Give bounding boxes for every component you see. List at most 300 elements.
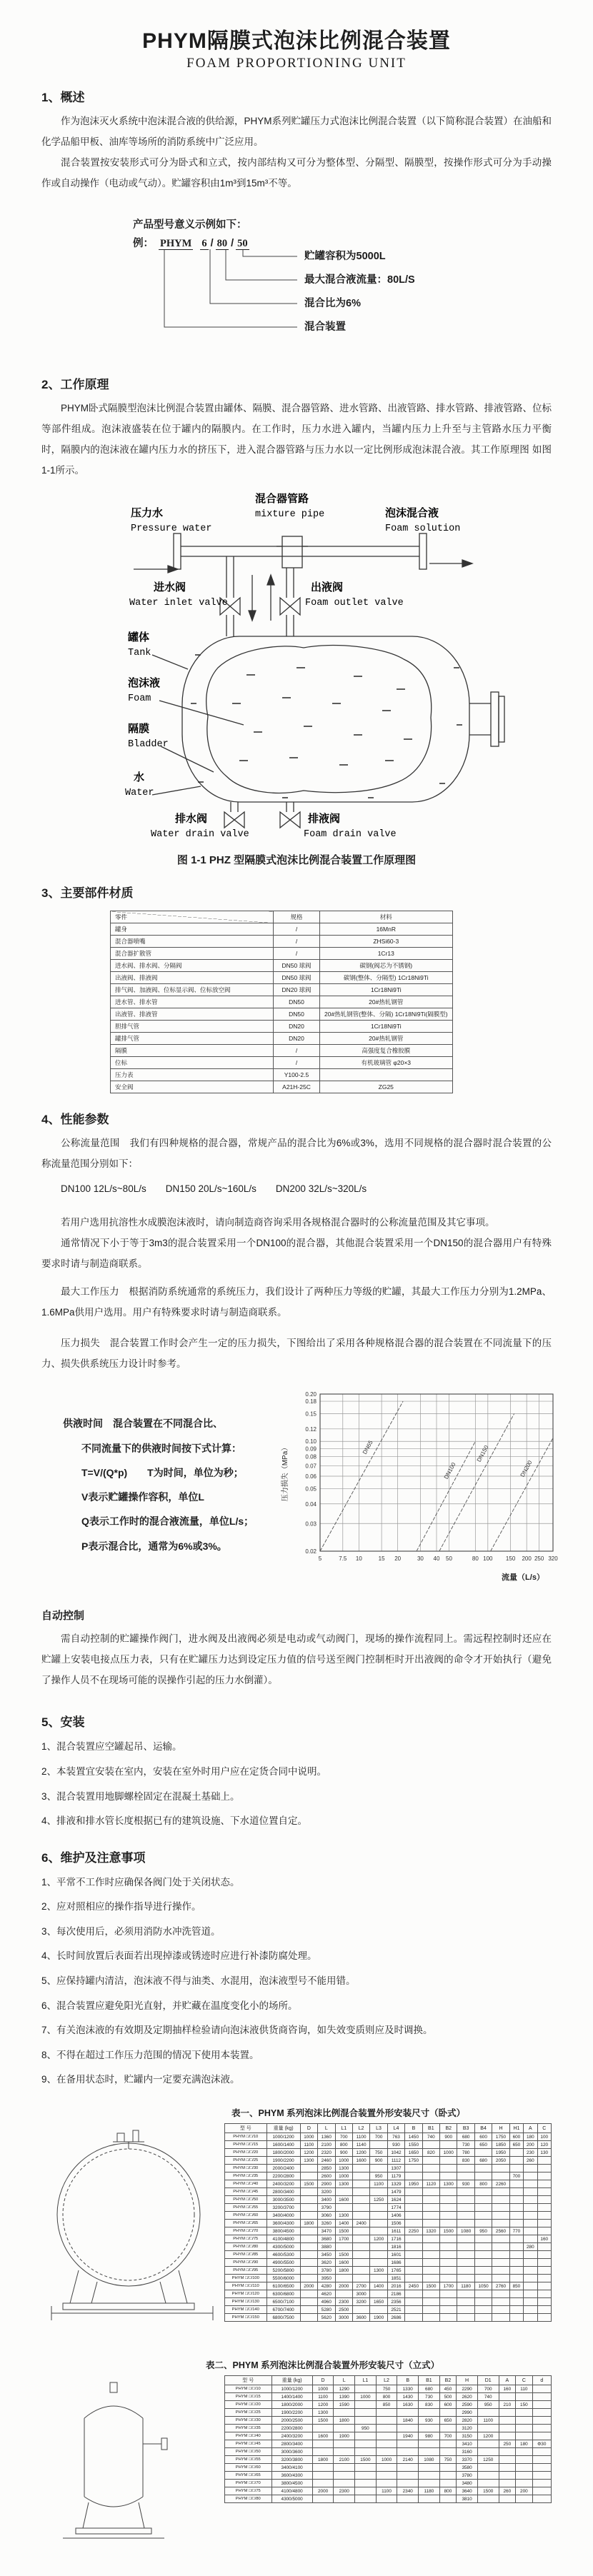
table-row — [225, 2409, 552, 2417]
maintenance-item: 1、平常不工作时应确保各阀门处于关闭状态。 — [41, 1876, 240, 1888]
table-cell: 1840 — [397, 2417, 419, 2425]
table-cell — [422, 2157, 439, 2165]
table-cell — [405, 2235, 422, 2243]
table-cell: 3260 — [318, 2220, 335, 2227]
table-cell: 4100/4800 — [271, 2487, 312, 2495]
table-cell — [352, 2275, 369, 2282]
svg-text:200: 200 — [522, 1555, 532, 1563]
table-cell — [532, 2385, 551, 2393]
table-cell — [457, 2196, 474, 2204]
model-example-intro: 产品型号意义示例如下： — [133, 219, 247, 231]
dim-table1-header: L — [318, 2124, 335, 2133]
table-cell — [440, 2235, 457, 2243]
table-cell — [474, 2267, 492, 2275]
table-cell: 130 — [537, 2149, 552, 2157]
table-cell — [499, 2456, 516, 2464]
table-cell — [524, 2275, 537, 2282]
table-cell: DN50 球阀 — [274, 960, 320, 972]
table-cell: 1000 — [300, 2133, 317, 2141]
table-cell — [474, 2204, 492, 2212]
table-cell: 2200/2800 — [266, 2172, 300, 2180]
table-cell — [352, 2165, 369, 2172]
table-cell — [532, 2495, 551, 2503]
table-row — [225, 2456, 552, 2464]
table-cell: 680 — [457, 2133, 474, 2141]
table-row — [225, 2275, 552, 2282]
table-cell: 700 — [439, 2432, 457, 2440]
svg-text:20: 20 — [394, 1555, 402, 1563]
table-cell: 930 — [419, 2417, 440, 2425]
table-cell — [477, 2480, 499, 2487]
table-row — [111, 996, 453, 1008]
table-cell — [474, 2298, 492, 2306]
table-cell: 3000 — [352, 2290, 369, 2298]
table-cell — [492, 2235, 509, 2243]
table-cell: 1100 — [352, 2133, 369, 2141]
table-cell: 3060 — [318, 2212, 335, 2220]
table-cell: 3400/4000 — [266, 2212, 300, 2220]
table-cell: 770 — [509, 2227, 523, 2235]
table-cell: 1851 — [387, 2275, 404, 2282]
table-cell: 600 — [474, 2133, 492, 2141]
table-row — [111, 972, 453, 984]
table-cell — [524, 2212, 537, 2220]
table-cell: / — [274, 923, 320, 936]
table-cell: 650 — [439, 2417, 457, 2425]
table-cell — [355, 2440, 377, 2448]
table-cell — [312, 2440, 334, 2448]
pressure-loss-chart-svg — [277, 1385, 563, 1600]
table-cell — [376, 2432, 397, 2440]
table-cell: 1179 — [387, 2172, 404, 2180]
table-cell: 1140 — [352, 2141, 369, 2149]
table-cell — [355, 2385, 377, 2393]
table-cell — [474, 2212, 492, 2220]
table-cell — [355, 2464, 377, 2472]
svg-text:40: 40 — [433, 1555, 440, 1563]
table-cell — [457, 2275, 474, 2282]
table-cell: 1650 — [370, 2298, 387, 2306]
table-row — [225, 2157, 552, 2165]
table-cell — [537, 2165, 552, 2172]
table-cell — [457, 2314, 474, 2322]
model-number-example — [41, 212, 552, 359]
table-cell: 3600/4300 — [271, 2472, 312, 2480]
table-cell: 180 — [516, 2440, 533, 2448]
table-cell: 4100/4800 — [266, 2235, 300, 2243]
table-cell: 2300 — [334, 2487, 355, 2495]
table-cell: 200 — [516, 2487, 533, 2495]
table-cell: 730 — [419, 2393, 440, 2401]
table-cell — [335, 2275, 352, 2282]
table-cell: PHYM □/□/60 — [225, 2212, 267, 2220]
table-cell — [524, 2314, 537, 2322]
table-cell — [300, 2204, 317, 2212]
dim-table1-header: D — [300, 2124, 317, 2133]
table-cell: 3400 — [318, 2196, 335, 2204]
table-cell — [524, 2298, 537, 2306]
table-cell: 1500 — [312, 2417, 334, 2425]
table-cell: PHYM □/□/85 — [225, 2251, 267, 2259]
table-cell — [300, 2306, 317, 2314]
model-callout: 混合装置 — [304, 321, 346, 334]
auto-control-heading: 自动控制 — [41, 1610, 85, 1623]
table-cell: 1506 — [387, 2220, 404, 2227]
table-cell: 3120 — [457, 2425, 478, 2432]
table-cell: 6500/7100 — [266, 2298, 300, 2306]
fig-label-water-inlet-valve-cn: 进水阀 — [154, 581, 186, 594]
table-cell — [405, 2172, 422, 2180]
table-cell: 1100 — [370, 2180, 387, 2188]
table-cell: 3600 — [352, 2314, 369, 2322]
table-cell: 1611 — [387, 2227, 404, 2235]
table-cell — [457, 2204, 474, 2212]
overview-paragraph-2: 混合装置按安装形式可分为卧式和立式，按内部结构又可分为整体型、分隔型、隔膜型，按操作形式可分为手动操作或自动操作（电动或气动）。贮罐容积由1m³到15m³不等。 — [41, 157, 552, 189]
table-cell: 1180 — [419, 2487, 440, 2495]
table-cell — [524, 2235, 537, 2243]
table-cell: 2521 — [387, 2306, 404, 2314]
installation-item: 4、排液和排水管长度根据已有的建筑设施、下水道位置自定。 — [41, 1815, 308, 1827]
table-cell — [457, 2251, 474, 2259]
dim-table1-header: 重量 (kg) — [266, 2124, 300, 2133]
table-cell: 3200/3700 — [266, 2204, 300, 2212]
table-cell — [492, 2251, 509, 2259]
flow-range-line: DN100 12L/s~80L/s DN150 20L/s~160L/s DN200 32L/s~320L/s — [61, 1183, 367, 1195]
table-cell — [300, 2165, 317, 2172]
table-row — [225, 2432, 552, 2440]
dim-table2-header: H — [457, 2376, 478, 2385]
table-cell — [405, 2243, 422, 2251]
table-cell: 1700 — [335, 2235, 352, 2243]
table-cell — [474, 2172, 492, 2180]
fig-label-foam-en: Foam — [128, 693, 151, 705]
table-cell — [537, 2196, 552, 2204]
table-cell — [422, 2188, 439, 2196]
table-cell — [334, 2440, 355, 2448]
table-cell — [492, 2196, 509, 2204]
table-cell — [422, 2290, 439, 2298]
table-cell — [474, 2235, 492, 2243]
table-cell — [334, 2448, 355, 2456]
maintenance-list — [41, 1875, 552, 2088]
svg-text:0.04: 0.04 — [305, 1501, 317, 1508]
table-cell — [376, 2495, 397, 2503]
fig-label-water-drain-valve-cn: 排水阀 — [175, 813, 208, 826]
table-cell: 1080 — [419, 2456, 440, 2464]
table-cell — [300, 2188, 317, 2196]
table-cell: Φ30 — [532, 2440, 551, 2448]
dim-table2-header: B — [397, 2376, 419, 2385]
materials-header-material: 材料 — [320, 911, 453, 923]
table-cell — [524, 2282, 537, 2290]
fig-label-foam-outlet-valve-cn: 出液阀 — [311, 581, 344, 594]
table-cell — [439, 2409, 457, 2417]
table-cell: 1050 — [474, 2282, 492, 2290]
table-cell — [370, 2204, 387, 2212]
table-cell: 2100 — [318, 2141, 335, 2149]
table-cell — [422, 2275, 439, 2282]
table-cell — [516, 2464, 533, 2472]
table-cell: PHYM □/□/70 — [225, 2227, 267, 2235]
table-cell — [370, 2227, 387, 2235]
table-cell — [516, 2393, 533, 2401]
table-cell: 1450 — [405, 2133, 422, 2141]
performance-paragraph-1: 公称流量范围 我们有四种规格的混合器，常规产品的混合比为6%或3%，选用不同规格的混合器时混合装置的公称流量范围分别如下： — [41, 1138, 552, 1170]
table-cell — [524, 2172, 537, 2180]
table-cell: 160 — [537, 2235, 552, 2243]
table-cell: PHYM □/□/100 — [225, 2275, 267, 2282]
table-cell: 1940 — [397, 2432, 419, 2440]
table-cell: 1500 — [477, 2487, 499, 2495]
figure-caption: 图 1-1 PHZ 型隔膜式泡沫比例混合装置工作原理图 — [176, 854, 417, 867]
table-cell: 16MnR — [320, 923, 453, 936]
table-cell: 3200 — [352, 2298, 369, 2306]
table-cell: 1406 — [387, 2212, 404, 2220]
table-row — [225, 2448, 552, 2456]
table-cell: PHYM □/□/95 — [225, 2267, 267, 2275]
table-cell — [457, 2235, 474, 2243]
table-cell — [397, 2495, 419, 2503]
maintenance-item: 5、应保持罐内清洁，泡沫液不得与油类、水混用，泡沫液型号不能用错。 — [41, 1975, 356, 1987]
table-cell — [355, 2417, 377, 2425]
table-cell: 3470 — [318, 2227, 335, 2235]
table-cell: 1180 — [457, 2282, 474, 2290]
svg-text:DN65: DN65 — [361, 1439, 374, 1456]
table-cell: 1700 — [440, 2282, 457, 2290]
table-cell — [422, 2306, 439, 2314]
table-cell: 2460 — [318, 2157, 335, 2165]
table-cell: 罐排气管 — [111, 1033, 274, 1045]
principle-diagram-svg — [68, 489, 525, 838]
table-cell: 700 — [370, 2133, 387, 2141]
table-cell — [537, 2212, 552, 2220]
svg-text:0.18: 0.18 — [305, 1398, 317, 1405]
table-cell: 1600/1400 — [266, 2141, 300, 2149]
model-example-prefix: 例： — [133, 238, 154, 250]
dim-table2-header: C — [516, 2376, 533, 2385]
table-cell: 1500 — [355, 2456, 377, 2464]
table-cell: 1800/2000 — [271, 2401, 312, 2409]
dim-table2-header: A — [499, 2376, 516, 2385]
table-cell — [532, 2409, 551, 2417]
table-cell — [509, 2212, 523, 2220]
table-cell — [516, 2417, 533, 2425]
table-cell — [537, 2290, 552, 2298]
table-cell — [334, 2464, 355, 2472]
table-cell: 1000 — [335, 2172, 352, 2180]
table-cell: 4300/5000 — [271, 2495, 312, 2503]
table-cell — [439, 2448, 457, 2456]
table-cell: 1000 — [440, 2149, 457, 2157]
table-row — [111, 1021, 453, 1033]
table-cell: PHYM □/□/65 — [225, 2220, 267, 2227]
table-cell — [457, 2259, 474, 2267]
dim-table1-header: L4 — [387, 2124, 404, 2133]
table-cell — [537, 2282, 552, 2290]
dim-table2-header-row — [225, 2376, 552, 2385]
table-cell — [516, 2472, 533, 2480]
table-cell: 2800/3400 — [266, 2188, 300, 2196]
table-cell: 1400/1400 — [271, 2393, 312, 2401]
table-cell — [440, 2306, 457, 2314]
table-cell: 1200 — [312, 2401, 334, 2409]
svg-text:DN100: DN100 — [442, 1461, 457, 1480]
table-cell: 1950 — [405, 2180, 422, 2188]
table-row — [225, 2290, 552, 2298]
table-cell — [532, 2448, 551, 2456]
table-cell: PHYM □/□/80 — [225, 2495, 272, 2503]
table-cell: 2000/2400 — [266, 2165, 300, 2172]
table-cell — [397, 2425, 419, 2432]
table-cell: 2400/3200 — [266, 2180, 300, 2188]
table-cell — [397, 2472, 419, 2480]
table-cell — [370, 2141, 387, 2149]
table-cell — [524, 2290, 537, 2298]
table-cell: PHYM □/□/45 — [225, 2188, 267, 2196]
table-cell: DN50 球阀 — [274, 972, 320, 984]
maintenance-item: 7、有关泡沫液的有效期及定期抽样检验请向泡沫液供货商咨询，如失效变质则应及时调换。 — [41, 2025, 433, 2036]
dim-table2-header: L1 — [355, 2376, 377, 2385]
table-cell — [370, 2251, 387, 2259]
table-cell — [524, 2196, 537, 2204]
table-cell: 1390 — [334, 2393, 355, 2401]
table-cell — [532, 2487, 551, 2495]
table-cell — [509, 2290, 523, 2298]
table-cell: 750 — [439, 2456, 457, 2464]
table-cell: 650 — [509, 2141, 523, 2149]
table-cell: 1500 — [300, 2180, 317, 2188]
table-cell: PHYM □/□/60 — [225, 2464, 272, 2472]
table-cell — [524, 2180, 537, 2188]
table-cell: 800 — [376, 2393, 397, 2401]
table-cell — [492, 2212, 509, 2220]
table-row — [111, 1069, 453, 1081]
table-cell: 3410 — [457, 2440, 478, 2448]
table-cell: 180 — [524, 2133, 537, 2141]
table-cell — [524, 2204, 537, 2212]
svg-text:80: 80 — [472, 1555, 479, 1563]
fig-label-water-cn: 水 — [134, 771, 145, 784]
maintenance-item: 3、每次使用后，必须用消防水冲洗管道。 — [41, 1925, 221, 1937]
fig-label-foam-solution-en: Foam solution — [385, 523, 461, 535]
table-row — [225, 2401, 552, 2409]
table-cell: 3950 — [318, 2275, 335, 2282]
table-cell: 2850 — [318, 2165, 335, 2172]
table-cell: DN20 — [274, 1033, 320, 1045]
table-row — [225, 2188, 552, 2196]
table-cell: 2600 — [318, 2172, 335, 2180]
table-cell: 2260 — [492, 2180, 509, 2188]
table-cell — [474, 2196, 492, 2204]
table-cell — [537, 2220, 552, 2227]
table-cell: 2400/3200 — [271, 2432, 312, 2440]
table-cell — [537, 2251, 552, 2259]
table-cell — [370, 2188, 387, 2196]
table-cell: 1716 — [387, 2235, 404, 2243]
table-cell — [477, 2440, 499, 2448]
table-cell — [355, 2448, 377, 2456]
table-cell: 1800/2000 — [266, 2149, 300, 2157]
table-cell — [457, 2243, 474, 2251]
table-cell — [370, 2259, 387, 2267]
table-cell — [419, 2425, 440, 2432]
table-cell — [532, 2480, 551, 2487]
table-cell: 2186 — [387, 2290, 404, 2298]
table-row — [111, 1033, 453, 1045]
table-cell: 1601 — [387, 2251, 404, 2259]
table-cell — [300, 2196, 317, 2204]
table-cell — [312, 2472, 334, 2480]
section-heading-materials: 3、主要部件材质 — [41, 886, 134, 901]
table-cell — [524, 2306, 537, 2314]
table-cell — [440, 2251, 457, 2259]
table-cell: 1800 — [334, 2417, 355, 2425]
table-cell: 6700/7400 — [266, 2306, 300, 2314]
table-cell — [509, 2267, 523, 2275]
table-cell: PHYM □/□/65 — [225, 2472, 272, 2480]
table-cell — [440, 2204, 457, 2212]
svg-text:DN200: DN200 — [519, 1459, 534, 1479]
model-callout: 最大混合液流量：80L/S — [304, 274, 415, 286]
table-cell: 2290 — [457, 2385, 478, 2393]
table-cell: 930 — [457, 2180, 474, 2188]
table-cell — [477, 2425, 499, 2432]
table-cell: 1000 — [335, 2157, 352, 2165]
table-row — [225, 2464, 552, 2472]
table-cell: 1900/2200 — [271, 2409, 312, 2417]
table-cell — [352, 2259, 369, 2267]
svg-text:0.03: 0.03 — [305, 1520, 317, 1528]
table-cell: 胆排气管 — [111, 1021, 274, 1033]
table-cell: 2340 — [397, 2487, 419, 2495]
table-cell: 800 — [335, 2141, 352, 2149]
table-cell — [422, 2220, 439, 2227]
table-cell: 1650 — [405, 2149, 422, 2157]
table-cell: ZHSi60-3 — [320, 936, 453, 948]
table-cell — [300, 2267, 317, 2275]
table-cell — [352, 2235, 369, 2243]
table-cell: PHYM □/□/25 — [225, 2157, 267, 2165]
table-cell: 1800 — [300, 2220, 317, 2227]
fig-label-mixture-pipe-en: mixture pipe — [255, 509, 325, 521]
table-cell — [457, 2220, 474, 2227]
table-cell: PHYM □/□/10 — [225, 2133, 267, 2141]
table-cell: / — [274, 1057, 320, 1069]
table-cell — [516, 2456, 533, 2464]
table-cell — [492, 2259, 509, 2267]
table-row — [111, 948, 453, 960]
table-cell: PHYM □/□/30 — [225, 2417, 272, 2425]
table-cell — [457, 2172, 474, 2180]
table-cell — [352, 2212, 369, 2220]
fig-label-tank-cn: 罐体 — [128, 631, 150, 644]
table-cell — [477, 2472, 499, 2480]
table2-caption: 表二、PHYM 系列泡沫比例混合装置外形安装尺寸（立式） — [206, 2360, 440, 2371]
table-cell: 1950 — [492, 2149, 509, 2157]
model-callout: 混合比为6% — [304, 298, 361, 310]
fig-label-mixture-pipe-cn: 混合器管路 — [255, 493, 309, 506]
table-cell: 1800 — [335, 2267, 352, 2275]
table-cell — [457, 2212, 474, 2220]
table-cell: PHYM □/□/50 — [225, 2196, 267, 2204]
dim-table1-header: B1 — [422, 2124, 439, 2133]
table-cell: 250 — [499, 2440, 516, 2448]
table-cell — [376, 2480, 397, 2487]
table-cell — [509, 2204, 523, 2212]
table-cell — [300, 2275, 317, 2282]
table-cell: 1307 — [387, 2165, 404, 2172]
table-cell: 800 — [474, 2180, 492, 2188]
